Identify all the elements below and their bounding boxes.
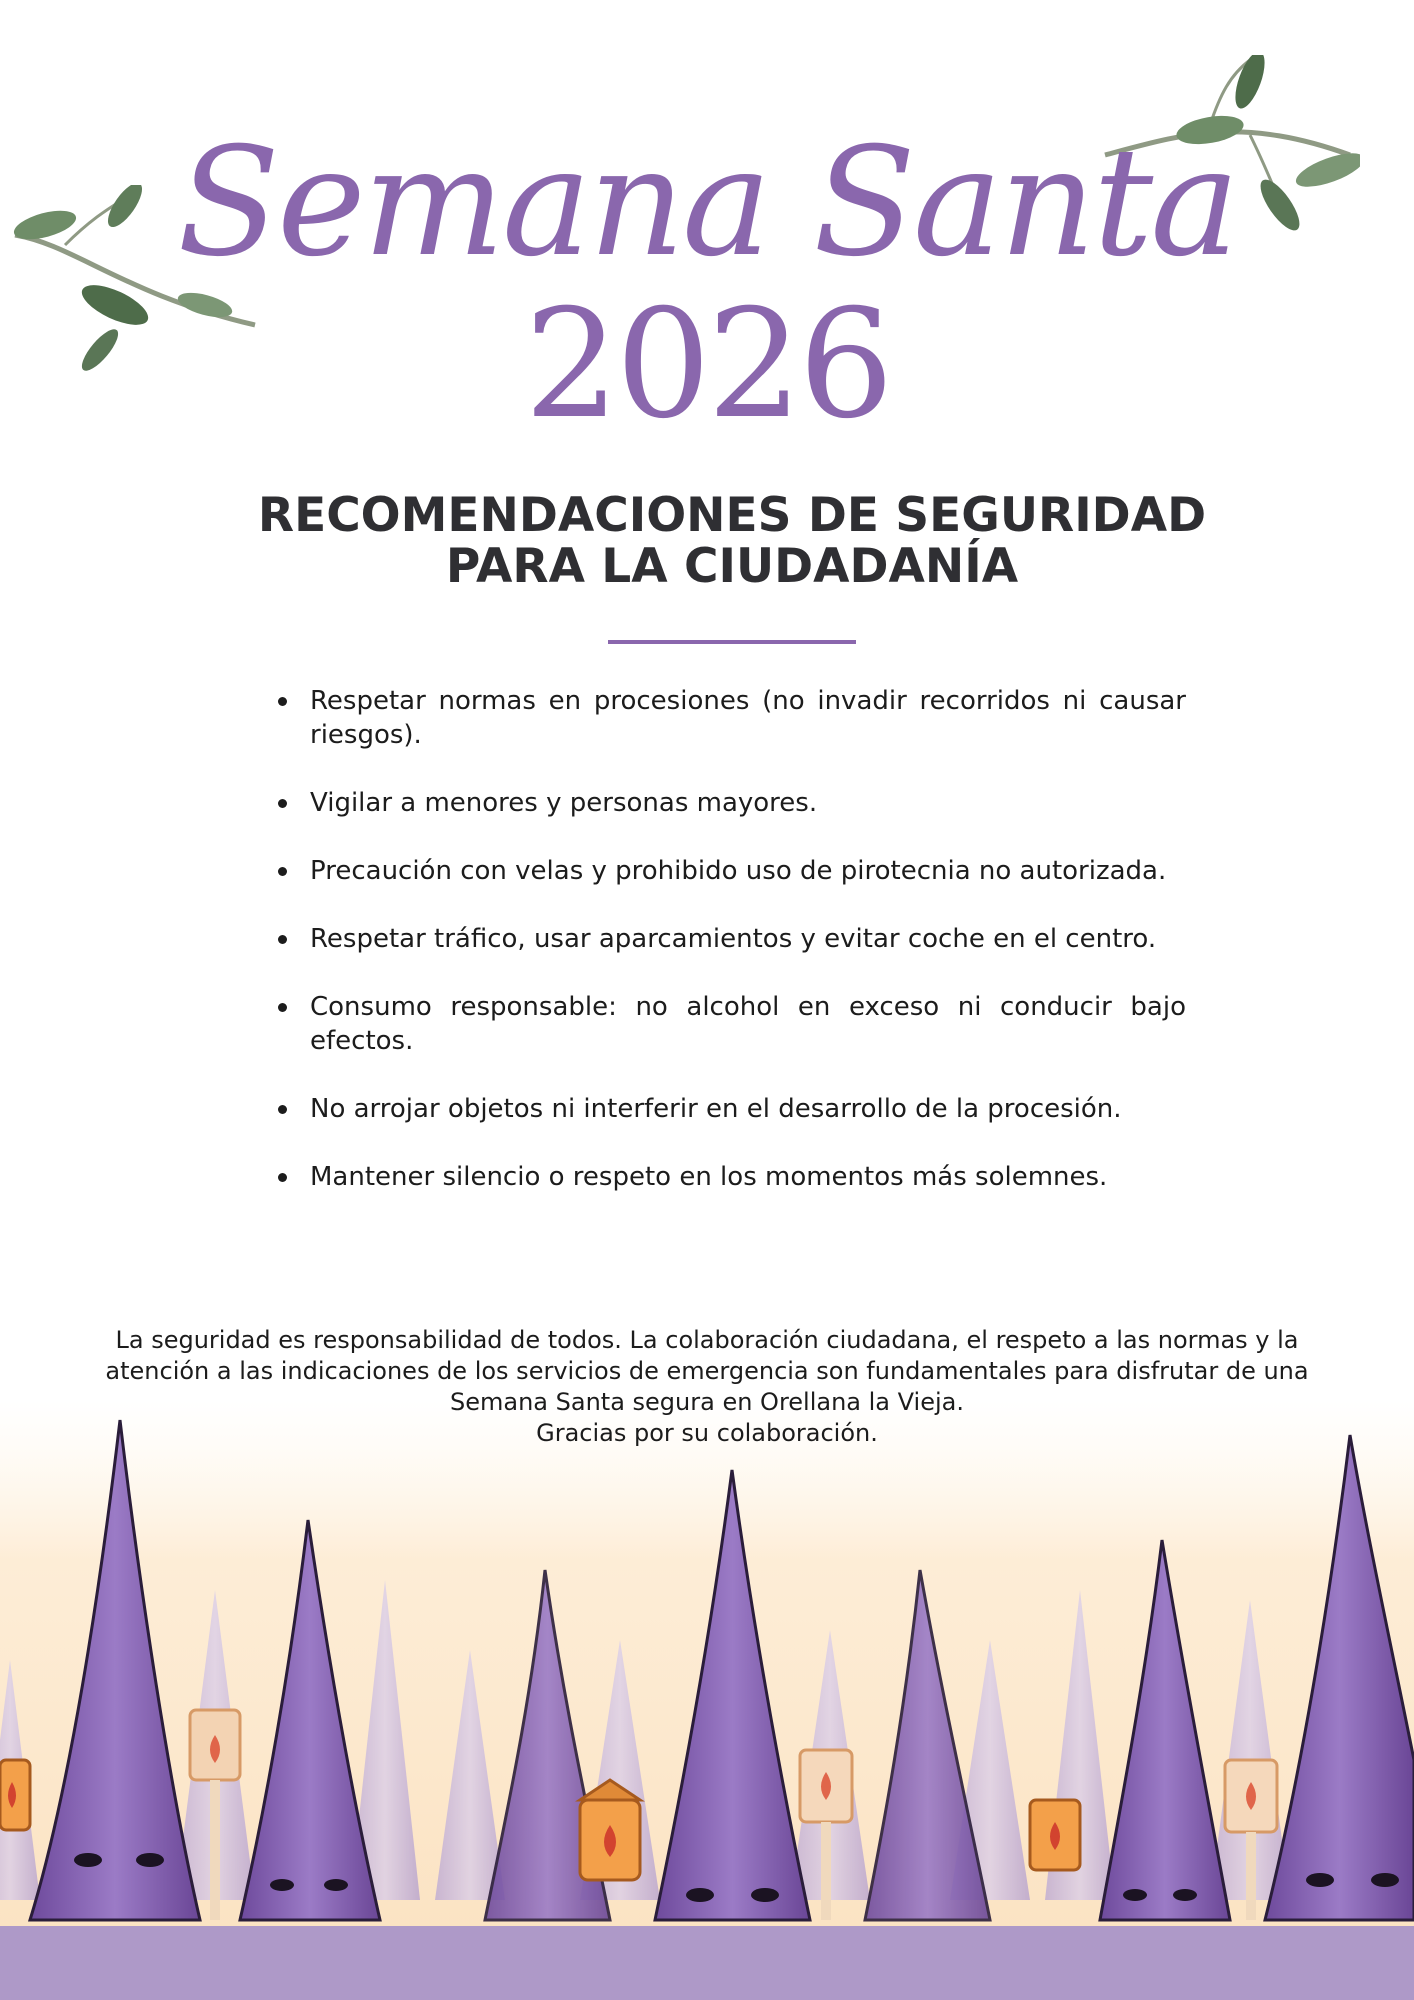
bullet-icon: [278, 867, 287, 876]
closing-line-3: Semana Santa segura en Orellana la Vieja.: [450, 1388, 964, 1416]
bullet-icon: [278, 1173, 287, 1182]
list-item: [272, 1160, 1186, 1194]
footer-band: [0, 1926, 1414, 2000]
list-item-text: Consumo responsable: no alcohol en exceso ni conducir bajo efectos.: [310, 992, 1186, 1056]
heading-line-2: PARA LA CIUDADANÍA: [445, 539, 1019, 594]
list-item-text: No arrojar objetos ni interferir en el desarrollo de la procesión.: [310, 1094, 1122, 1124]
list-item: [272, 922, 1186, 956]
bullet-icon: [278, 799, 287, 808]
closing-message: [40, 1325, 1374, 1449]
list-item: [272, 990, 1186, 1058]
lantern-icon: [0, 1760, 30, 1830]
lantern-icon: [580, 1780, 640, 1880]
list-item-text: Precaución con velas y prohibido uso de pirotecnia no autorizada.: [310, 856, 1167, 886]
bullet-icon: [278, 935, 287, 944]
lantern-icon: [1030, 1800, 1080, 1870]
bullet-icon: [278, 697, 287, 706]
title-script: Semana Santa: [177, 116, 1237, 290]
section-heading: [200, 490, 1264, 592]
list-item: [272, 684, 1186, 752]
closing-line-1: La seguridad es responsabilidad de todos. La colaboración ciudadana, el respeto a las normas y la: [115, 1326, 1299, 1354]
heading-divider: [608, 640, 856, 644]
list-item: [272, 854, 1186, 888]
list-item-text: Vigilar a menores y personas mayores.: [310, 788, 818, 818]
list-item: [272, 786, 1186, 820]
list-item-text: Respetar normas en procesiones (no invadir recorridos ni causar riesgos).: [310, 686, 1186, 750]
list-item-text: Mantener silencio o respeto en los momentos más solemnes.: [310, 1162, 1108, 1192]
title-year: 2026: [524, 278, 890, 452]
heading-line-1: RECOMENDACIONES DE SEGURIDAD: [257, 488, 1207, 543]
closing-line-2: atención a las indicaciones de los servicios de emergencia son fundamentales para disfrutar de una: [105, 1357, 1309, 1385]
bullet-icon: [278, 1105, 287, 1114]
list-item-text: Respetar tráfico, usar aparcamientos y evitar coche en el centro.: [310, 924, 1157, 954]
recommendations-list: [272, 684, 1186, 1228]
bullet-icon: [278, 1003, 287, 1012]
closing-thanks: Gracias por su colaboración.: [536, 1419, 878, 1447]
list-item: [272, 1092, 1186, 1126]
